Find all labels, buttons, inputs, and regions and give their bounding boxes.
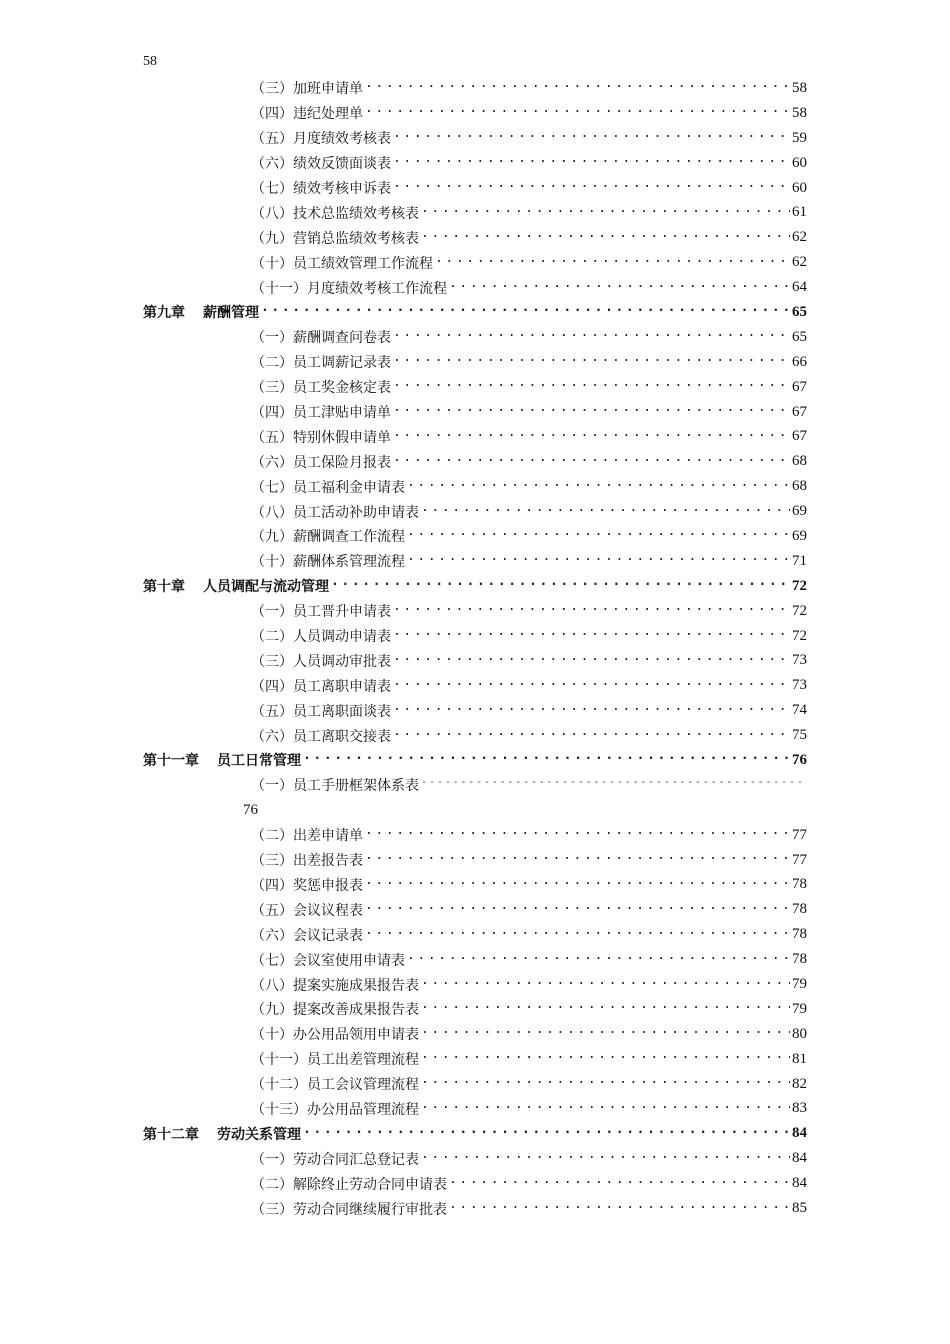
toc-page-number: 82 [792, 1075, 807, 1092]
toc-entry-row[interactable] [0, 76, 807, 101]
toc-leader-dots [393, 404, 790, 420]
toc-leader-dots [393, 130, 790, 146]
toc-entry-row[interactable] [0, 848, 807, 873]
toc-entry-row[interactable] [0, 972, 807, 997]
toc-entry-row[interactable] [0, 126, 807, 151]
toc-entry-row[interactable] [0, 873, 807, 898]
toc-leader-dots [393, 379, 790, 395]
toc-page-number: 58 [792, 104, 807, 121]
toc-leader-dots [421, 1151, 790, 1167]
toc-page-number: 68 [792, 453, 807, 470]
toc-page-number: 77 [792, 826, 807, 843]
toc-entry-row[interactable] [0, 1146, 807, 1171]
toc-chapter-title: 人员调配与流动管理 [203, 579, 329, 596]
toc-leader-dots [421, 1101, 790, 1117]
toc-leader-dots [407, 952, 790, 968]
toc-leader-dots [393, 354, 790, 370]
toc-leader-dots [407, 553, 790, 569]
toc-page-number: 81 [792, 1050, 807, 1067]
toc-entry-row[interactable] [0, 1097, 807, 1122]
toc-leader-dots [365, 877, 790, 893]
toc-entry-row[interactable] [0, 1196, 807, 1221]
toc-entry-row[interactable] [0, 200, 807, 225]
toc-entry-label: （一）员工手册框架体系表 [251, 778, 419, 795]
toc-entry-row[interactable] [0, 250, 807, 275]
toc-leader-dots [303, 752, 790, 768]
toc-leader-dots [365, 105, 790, 121]
toc-entry-label: （四）违纪处理单 [251, 106, 363, 123]
toc-page-number: 76 [243, 801, 258, 818]
toc-page-number: 76 [792, 751, 807, 768]
toc-leader-dots [393, 703, 790, 719]
toc-leader-dots [261, 304, 790, 320]
toc-page-number: 64 [792, 279, 807, 296]
toc-page-number: 75 [792, 727, 807, 744]
toc-leader-dots [393, 429, 790, 445]
toc-leader-dots [365, 927, 790, 943]
toc-leader-dots [421, 977, 790, 993]
toc-entry-label: （十二）员工会议管理流程 [251, 1077, 419, 1094]
toc-entry-label: （七）员工福利金申请表 [251, 479, 405, 496]
toc-page-number: 66 [792, 353, 807, 370]
toc-entry-label: （八）技术总监绩效考核表 [251, 205, 419, 222]
toc-chapter-label [143, 1124, 301, 1144]
toc-entry-row[interactable] [0, 698, 807, 723]
toc-page-number: 61 [792, 204, 807, 221]
toc-entry-label: （九）提案改善成果报告表 [251, 1002, 419, 1019]
toc-entry-label: （四）员工津贴申请单 [251, 405, 391, 422]
toc-leader-dots [407, 479, 790, 495]
toc-leader-dots [393, 653, 790, 669]
toc-page-number: 84 [792, 1125, 807, 1142]
toc-entry-row[interactable] [0, 1047, 807, 1072]
toc-entry-label: （十）办公用品领用申请表 [251, 1027, 419, 1044]
toc-chapter-label [143, 750, 301, 770]
toc-entry-label: （四）奖惩申报表 [251, 877, 363, 894]
toc-entry-label: （四）员工离职申请表 [251, 678, 391, 695]
toc-page-number: 72 [792, 627, 807, 644]
toc-chapter-number: 第十二章 [143, 1126, 199, 1143]
toc-leader-dots [393, 155, 790, 171]
toc-entry-row[interactable] [0, 499, 807, 524]
toc-chapter-row[interactable] [0, 1121, 807, 1146]
toc-entry-row[interactable] [0, 449, 807, 474]
toc-entry-label: （十一）月度绩效考核工作流程 [251, 280, 447, 297]
toc-page-number: 62 [792, 229, 807, 246]
toc-entry-label: （二）出差申请单 [251, 828, 363, 845]
toc-page-number: 73 [792, 652, 807, 669]
toc-page-number: 67 [792, 378, 807, 395]
toc-entry-row[interactable] [0, 1072, 807, 1097]
toc-entry-row[interactable] [0, 524, 807, 549]
toc-page-number: 78 [792, 901, 807, 918]
toc-entry-row[interactable] [0, 773, 807, 798]
toc-leader-dots [421, 504, 790, 520]
toc-entry-label: （三）加班申请单 [251, 81, 363, 98]
toc-entry-label: （三）出差报告表 [251, 853, 363, 870]
toc-leader-dots [421, 205, 790, 221]
toc-entry-label: （二）员工调薪记录表 [251, 355, 391, 372]
toc-chapter-title: 员工日常管理 [217, 753, 301, 770]
toc-page-number: 72 [792, 577, 807, 594]
toc-leader-dots [393, 603, 790, 619]
toc-entry-row[interactable] [0, 176, 807, 201]
toc-entry-row[interactable] [0, 673, 807, 698]
toc-leader-dots [303, 1126, 790, 1142]
toc-page-number: 67 [792, 403, 807, 420]
toc-entry-label: （五）月度绩效考核表 [251, 131, 391, 148]
toc-page-number: 78 [792, 926, 807, 943]
toc-chapter-number: 第十一章 [143, 753, 199, 770]
toc-leader-dots [393, 628, 790, 644]
toc-leader-dots [421, 777, 805, 793]
toc-page-number: 84 [792, 1175, 807, 1192]
toc-page-number: 69 [792, 527, 807, 544]
toc-entry-row[interactable] [0, 375, 807, 400]
toc-entry-label: （六）员工保险月报表 [251, 454, 391, 471]
table-of-contents [0, 76, 950, 1221]
toc-entry-row[interactable] [0, 101, 807, 126]
toc-chapter-number: 第十章 [143, 579, 185, 596]
toc-page-number: 84 [792, 1150, 807, 1167]
toc-page-number: 69 [792, 503, 807, 520]
toc-entry-label: （十三）办公用品管理流程 [251, 1101, 419, 1118]
toc-leader-dots [421, 230, 790, 246]
toc-entry-row[interactable] [0, 897, 807, 922]
toc-leader-dots [393, 180, 790, 196]
toc-leader-dots [449, 1201, 790, 1217]
toc-leader-dots [421, 1076, 790, 1092]
toc-leader-dots [393, 678, 790, 694]
toc-leader-dots [393, 728, 790, 744]
toc-chapter-row[interactable] [0, 574, 807, 599]
toc-entry-row[interactable] [0, 624, 807, 649]
toc-entry-label: （七）绩效考核申诉表 [251, 181, 391, 197]
toc-chapter-title: 薪酬管理 [203, 305, 259, 322]
toc-page-number: 85 [792, 1200, 807, 1217]
toc-chapter-number: 第九章 [143, 305, 185, 322]
toc-page-number: 73 [792, 677, 807, 694]
toc-entry-row[interactable] [0, 823, 807, 848]
toc-page-number: 62 [792, 254, 807, 271]
toc-leader-dots [365, 902, 790, 918]
toc-page-number: 65 [792, 303, 807, 320]
toc-entry-row[interactable] [0, 151, 807, 176]
toc-entry-row[interactable] [0, 275, 807, 300]
toc-entry-label: （二）解除终止劳动合同申请表 [251, 1176, 447, 1193]
toc-leader-dots [331, 578, 790, 594]
toc-page-number: 79 [792, 976, 807, 992]
toc-leader-dots [421, 1001, 790, 1017]
toc-entry-row[interactable] [0, 350, 807, 375]
toc-entry-label: （五）会议议程表 [251, 902, 363, 919]
toc-leader-dots [421, 1026, 790, 1042]
toc-page-number: 67 [792, 428, 807, 445]
toc-chapter-row[interactable] [0, 748, 807, 773]
toc-entry-label: （七）会议室使用申请表 [251, 952, 405, 969]
toc-entry-label: （三）员工奖金核定表 [251, 380, 391, 397]
toc-entry-row[interactable] [0, 424, 807, 449]
toc-entry-row[interactable] [0, 997, 807, 1022]
toc-entry-label: （九）薪酬调查工作流程 [251, 529, 405, 546]
toc-page-number: 79 [792, 1000, 807, 1017]
page-number: 58 [143, 54, 157, 69]
toc-chapter-label [143, 576, 329, 596]
toc-leader-dots [365, 827, 790, 843]
toc-entry-label: （二）人员调动申请表 [251, 629, 391, 646]
toc-entry-row[interactable] [0, 723, 807, 748]
toc-entry-label: （六）会议记录表 [251, 927, 363, 944]
toc-leader-dots [449, 280, 790, 296]
toc-entry-label: （五）员工离职面谈表 [251, 703, 391, 720]
toc-leader-dots [449, 1176, 790, 1192]
toc-entry-label: （六）员工离职交接表 [251, 728, 391, 745]
toc-entry-label: （十）薪酬体系管理流程 [251, 554, 405, 571]
toc-entry-row[interactable] [0, 474, 807, 499]
toc-entry-row[interactable] [0, 1022, 807, 1047]
toc-page-number: 77 [792, 851, 807, 868]
toc-entry-label: （九）营销总监绩效考核表 [251, 230, 419, 247]
toc-page-number: 65 [792, 328, 807, 345]
toc-page-number: 60 [792, 179, 807, 196]
toc-entry-label: （十）员工绩效管理工作流程 [251, 255, 433, 272]
toc-leader-dots [435, 255, 790, 271]
toc-entry-label: （八）提案实施成果报告表 [251, 977, 419, 994]
toc-leader-dots [365, 80, 790, 96]
toc-entry-label: （三）人员调动审批表 [251, 653, 391, 670]
toc-leader-dots [393, 454, 790, 470]
toc-leader-dots [365, 852, 790, 868]
toc-page-number: 59 [792, 129, 807, 146]
toc-page-number: 83 [792, 1100, 807, 1117]
toc-entry-label: （一）员工晋升申请表 [251, 604, 391, 621]
toc-entry-row[interactable] [0, 1171, 807, 1196]
toc-page-number: 58 [792, 79, 807, 96]
toc-chapter-title: 劳动关系管理 [217, 1126, 301, 1143]
toc-entry-label: （十一）员工出差管理流程 [251, 1052, 419, 1069]
toc-page-number: 78 [792, 876, 807, 893]
toc-entry-row[interactable] [0, 325, 807, 350]
toc-entry-row[interactable] [0, 400, 807, 425]
toc-leader-dots [407, 528, 790, 544]
toc-page-number: 78 [792, 951, 807, 968]
toc-entry-label: （五）特别休假申请单 [251, 429, 391, 446]
toc-chapter-row[interactable] [0, 300, 807, 325]
toc-leader-dots [393, 329, 790, 345]
toc-entry-label: （八）员工活动补助申请表 [251, 504, 419, 521]
toc-entry-row[interactable] [0, 922, 807, 947]
toc-entry-row[interactable] [0, 549, 807, 574]
toc-page-number: 74 [792, 702, 807, 719]
toc-entry-label: （六）绩效反馈面谈表 [251, 156, 391, 173]
toc-page-number: 71 [792, 552, 807, 569]
toc-wrapped-page-row[interactable] [0, 798, 807, 823]
toc-page-number: 60 [792, 154, 807, 171]
toc-page-number: 72 [792, 602, 807, 619]
toc-chapter-label [143, 302, 259, 322]
toc-page-number: 68 [792, 478, 807, 495]
toc-entry-row[interactable] [0, 648, 807, 673]
toc-leader-dots [421, 1051, 790, 1067]
toc-entry-row[interactable] [0, 225, 807, 250]
toc-entry-row[interactable] [0, 947, 807, 972]
toc-entry-label: （一）劳动合同汇总登记表 [251, 1151, 419, 1168]
toc-entry-label: （一）薪酬调查问卷表 [251, 330, 391, 347]
toc-page-number: 80 [792, 1025, 807, 1042]
toc-entry-row[interactable] [0, 599, 807, 624]
toc-entry-label: （三）劳动合同继续履行审批表 [251, 1201, 447, 1218]
